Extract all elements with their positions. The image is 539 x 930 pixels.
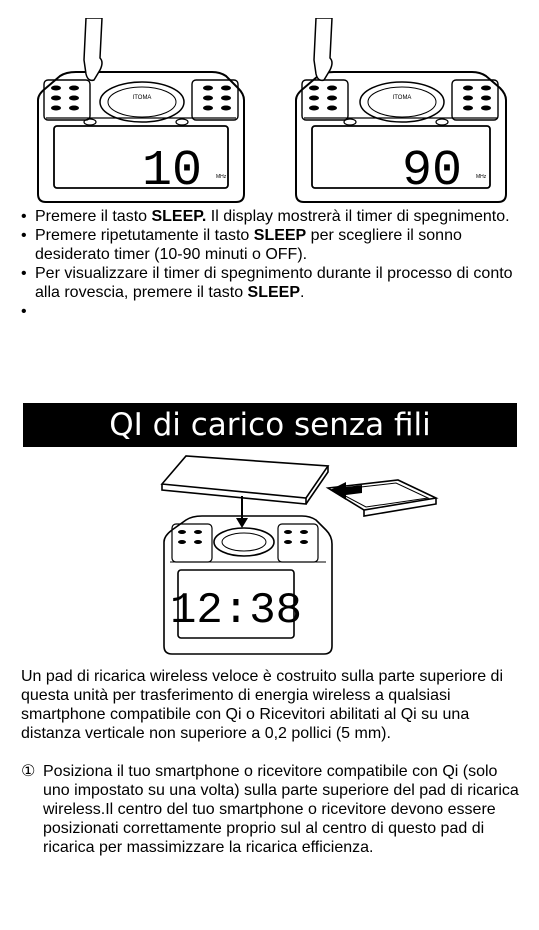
clock-sleep-10-illustration <box>20 18 250 206</box>
list-item: • Premere ripetutamente il tasto SLEEP per scegliere il sonno desiderato timer (10-90 minuti o OFF). <box>20 226 525 264</box>
wireless-charging-illustration <box>150 452 440 657</box>
display-digits: 90 <box>401 143 463 200</box>
display-time: 12:38 <box>169 586 303 636</box>
display-unit: MHz <box>476 174 487 180</box>
sleep-instructions-list <box>20 207 525 302</box>
step-text: Posiziona il tuo smartphone o ricevitore compatibile con Qi (solo uno impostato su una volta) sulla parte superiore del pad di ricarica wireless.Il centro del tuo smartphone o ricevitore devono essere posizionati correttamente proprio sul al centro di questo pad di ricarica per massimizzare la ricarica efficienza. <box>43 763 519 856</box>
wireless-description: Un pad di ricarica wireless veloce è costruito sulla parte superiore di questa unità per trasferimento di energia wireless a qualsiasi smartphone compatibile con Qi o Ricevitori abilitati al Qi su una distanza verticale non superiore a 0,2 pollici (5 mm). <box>21 668 503 742</box>
brand-logo: ITOMA <box>392 95 412 101</box>
list-item: • Premere il tasto SLEEP. Il display mostrerà il timer di spegnimento. <box>20 207 525 226</box>
list-item: • Per visualizzare il timer di spegnimento durante il processo di conto alla rovescia, premere il tasto SLEEP. <box>20 264 525 302</box>
clock-sleep-90-illustration <box>286 18 518 206</box>
section-heading: QI di carico senza fili <box>23 403 517 447</box>
display-unit: MHz <box>216 174 227 180</box>
step-number: ① <box>21 763 36 780</box>
wireless-step-1 <box>21 762 526 857</box>
brand-logo: ITOMA <box>132 95 152 101</box>
display-digits: 10 <box>141 143 203 200</box>
